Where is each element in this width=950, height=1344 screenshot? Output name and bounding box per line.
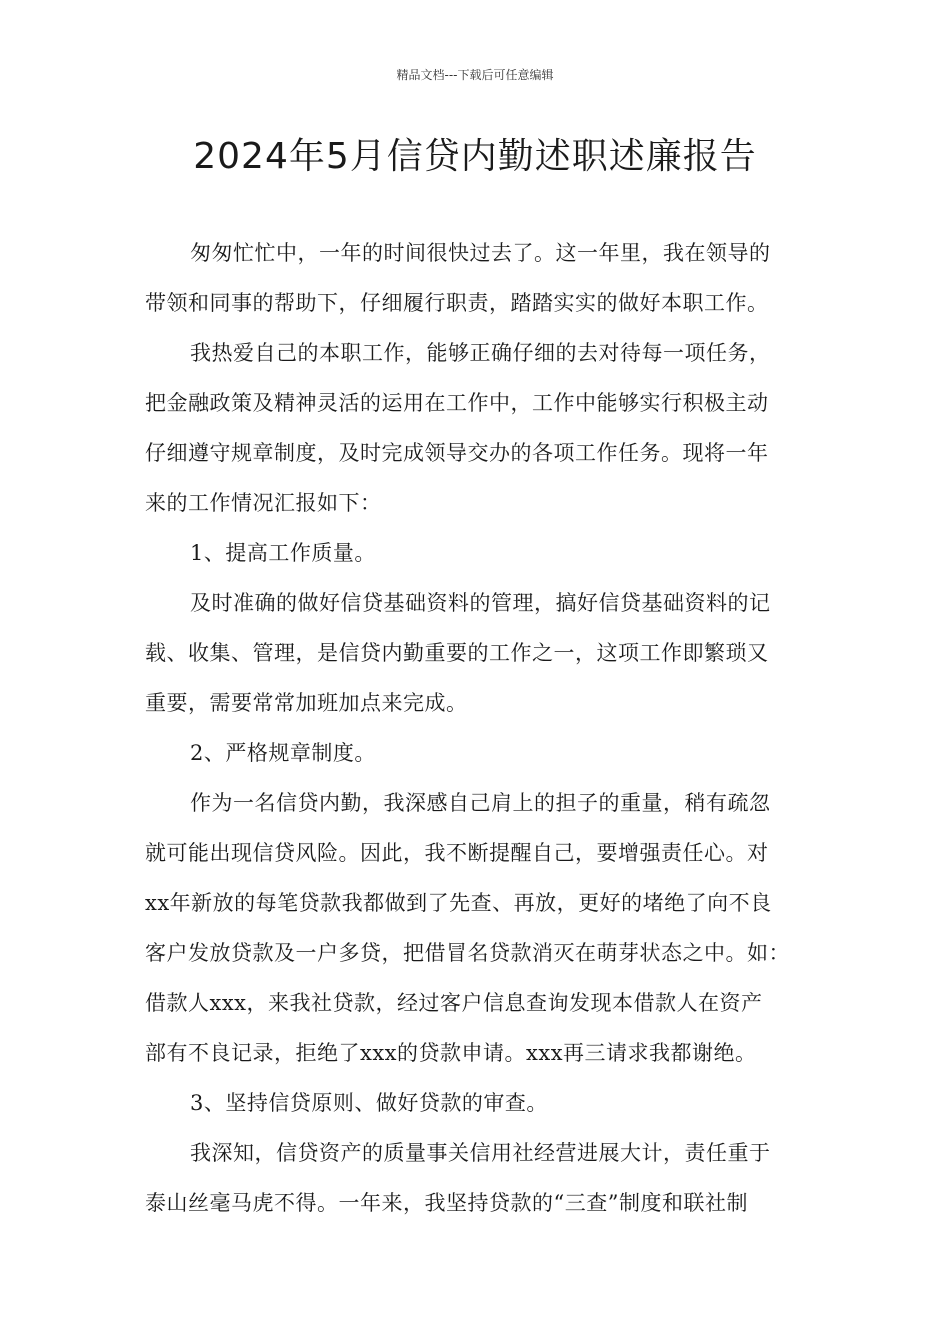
body-line: 借款人xxx，来我社贷款，经过客户信息查询发现本借款人在资产 [145, 991, 763, 1015]
section-heading: 1、提高工作质量。 [190, 541, 376, 565]
body-line: 泰山丝毫马虎不得。一年来，我坚持贷款的“三查”制度和联社制 [145, 1191, 748, 1215]
document-title: 2024年5月信贷内勤述职述廉报告 [193, 136, 757, 177]
body-line: 及时准确的做好信贷基础资料的管理，搞好信贷基础资料的记 [190, 591, 771, 615]
body-line: 部有不良记录，拒绝了xxx的贷款申请。xxx再三请求我都谢绝。 [145, 1041, 757, 1065]
body-line: 就可能出现信贷风险。因此，我不断提醒自己，要增强责任心。对 [145, 841, 769, 865]
section-heading: 3、坚持信贷原则、做好贷款的审查。 [190, 1091, 548, 1115]
body-line: 把金融政策及精神灵活的运用在工作中，工作中能够实行积极主动 [145, 391, 769, 415]
body-line: 客户发放贷款及一户多贷，把借冒名贷款消灭在萌芽状态之中。如： [145, 941, 790, 965]
body-line: 我深知，信贷资产的质量事关信用社经营进展大计，责任重于 [190, 1141, 771, 1165]
body-line: 带领和同事的帮助下，仔细履行职责，踏踏实实的做好本职工作。 [145, 291, 769, 315]
body-line: 匆匆忙忙中，一年的时间很快过去了。这一年里，我在领导的 [190, 241, 771, 265]
body-line: 作为一名信贷内勤，我深感自己肩上的担子的重量，稍有疏忽 [190, 791, 771, 815]
body-line: 我热爱自己的本职工作，能够正确仔细的去对待每一项任务， [190, 341, 771, 365]
page-header: 精品文档---下载后可任意编辑 [396, 68, 554, 82]
body-line: 载、收集、管理，是信贷内勤重要的工作之一，这项工作即繁琐又 [145, 641, 769, 665]
body-line: 来的工作情况汇报如下： [145, 491, 382, 515]
body-line: 仔细遵守规章制度，及时完成领导交办的各项工作任务。现将一年 [145, 441, 769, 465]
body-line: xx年新放的每笔贷款我都做到了先查、再放，更好的堵绝了向不良 [145, 891, 772, 915]
body-line: 重要，需要常常加班加点来完成。 [145, 691, 468, 715]
document-body [145, 228, 810, 1228]
section-heading: 2、严格规章制度。 [190, 741, 376, 765]
